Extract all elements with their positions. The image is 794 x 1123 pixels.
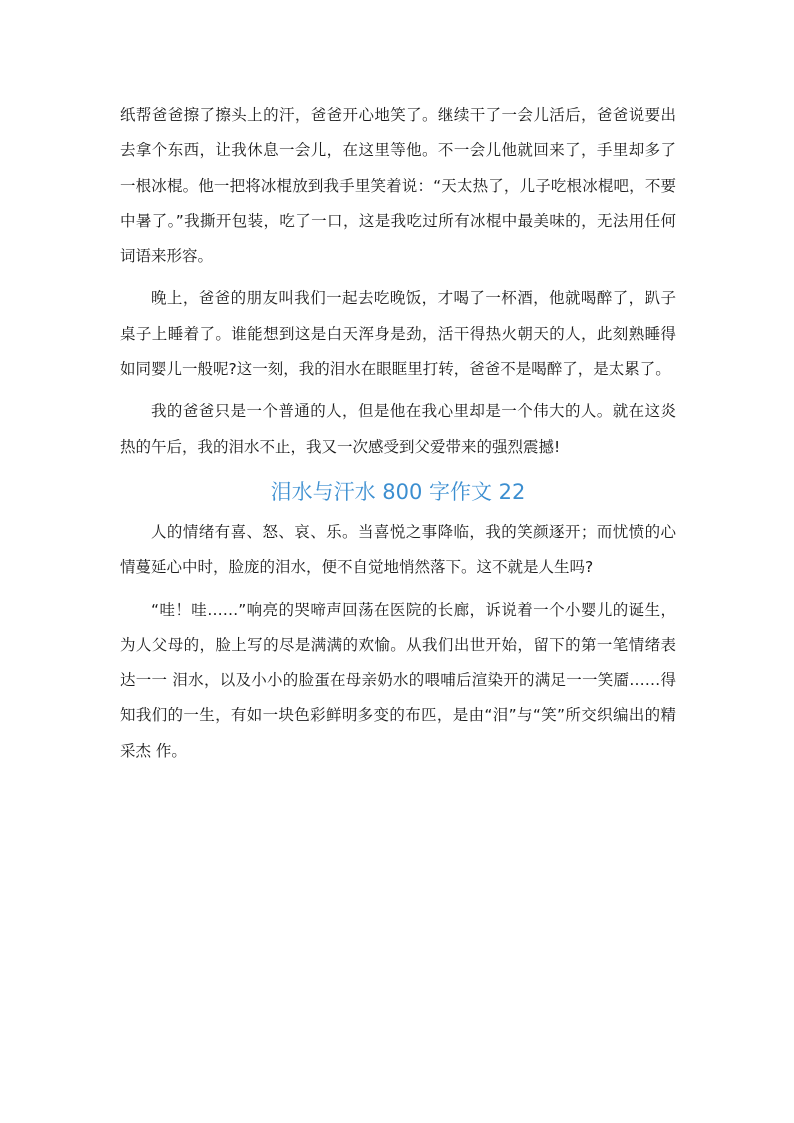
paragraph-evening: 晚上，爸爸的朋友叫我们一起去吃晚饭，才喝了一杯酒，他就喝醉了，趴子桌子上睡着了。谁能想到这是白天浑身是劲，活干得热火朝天的人，此刻熟睡得如同婴儿一般呢?这一刻，我的泪水在眼眶里打转，爸爸不是喝醉了，是太累了。: [120, 289, 676, 379]
paragraph-continued: 纸帮爸爸擦了擦头上的汗，爸爸开心地笑了。继续干了一会儿活后，爸爸说要出去拿个东西，让我休息一会儿，在这里等他。不一会儿他就回来了，手里却多了一根冰棍。他一把将冰棍放到我手里笑着说：“天太热了，儿子吃根冰棍吧，不要中暑了。”我撕开包装，吃了一口，这是我吃过所有冰棍中最美味的，无法用任何词语来形容。: [120, 106, 676, 266]
essay-heading: 泪水与汗水 800 字作文 22: [270, 479, 526, 504]
paragraph-conclusion: 我的爸爸只是一个普通的人，但是他在我心里却是一个伟大的人。就在这炎热的午后，我的泪水不止，我又一次感受到父爱带来的强烈震撼!: [120, 402, 676, 456]
paragraph-birth: “哇！哇……”响亮的哭啼声回荡在医院的长廊，诉说着一个小婴儿的诞生，为人父母的，脸上写的尽是满满的欢愉。从我们出世开始，留下的第一笔情绪表达一一 泪水，以及小小的脸蛋在母亲奶水的喂哺后渲染开的满足一一笑靥……得知我们的一生，有如一块色彩鲜明多变的布匹，是由“泪”与“笑”所交织编出的精采杰 作。: [120, 600, 676, 760]
paragraph-emotions: 人的情绪有喜、怒、哀、乐。当喜悦之事降临，我的笑颜逐开；而忧愤的心情蔓延心中时，脸庞的泪水，便不自觉地悄然落下。这不就是人生吗?: [120, 522, 676, 577]
document-body: [120, 98, 676, 769]
